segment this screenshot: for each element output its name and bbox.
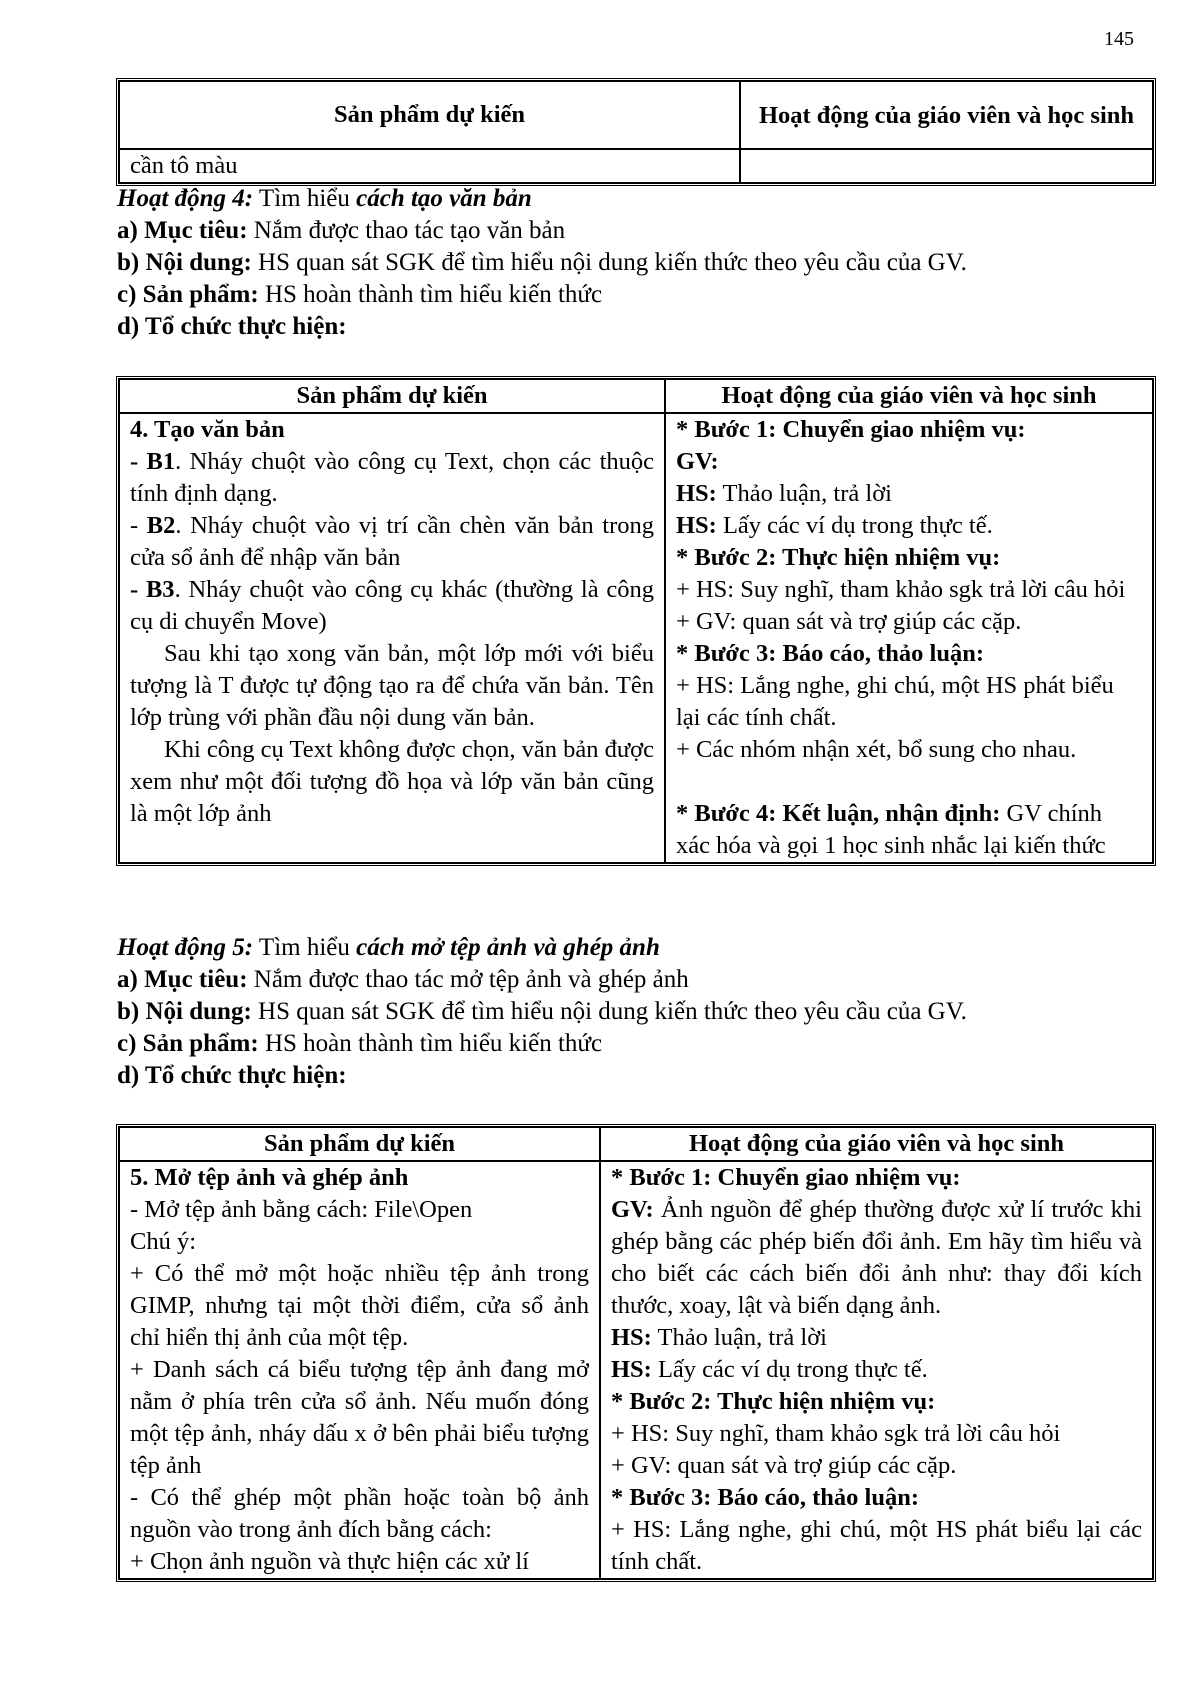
activity5-section	[117, 932, 967, 1092]
activity4-product: c) Sản phẩm: HS hoàn thành tìm hiểu kiến thức	[117, 281, 603, 308]
table2-step2-a: + HS: Suy nghĩ, tham khảo sgk trả lời câu hỏi	[676, 576, 1126, 603]
activity5-organization: d) Tổ chức thực hiện:	[117, 1062, 347, 1089]
activity5-content: b) Nội dung: HS quan sát SGK để tìm hiểu nội dung kiến thức theo yêu cầu của GV.	[117, 998, 967, 1025]
activity4-content: b) Nội dung: HS quan sát SGK để tìm hiểu nội dung kiến thức theo yêu cầu của GV.	[117, 249, 967, 276]
table2-left-b2: - B2. Nháy chuột vào vị trí cần chèn văn bản trong cửa sổ ảnh để nhập văn bản	[130, 512, 654, 571]
table3-step1: * Bước 1: Chuyển giao nhiệm vụ:	[611, 1164, 961, 1191]
table3-step2: * Bước 2: Thực hiện nhiệm vụ:	[611, 1388, 936, 1415]
table2-header-product: Sản phẩm dự kiến	[119, 379, 665, 413]
table3-left-open: - Mở tệp ảnh bằng cách: File\Open	[130, 1196, 473, 1223]
activity4-section	[117, 183, 967, 343]
table3-left-note: Chú ý:	[130, 1228, 197, 1255]
table-activity4	[116, 376, 1156, 866]
table3-header-activity: Hoạt động của giáo viên và học sinh	[600, 1127, 1153, 1161]
table3-step3-a: + HS: Lắng nghe, ghi chú, một HS phát biểu lại các tính chất.	[611, 1516, 1142, 1575]
table1-cell-product: cần tô màu	[119, 149, 740, 183]
table1-cell-activity	[740, 149, 1153, 183]
table2-left-b3: - B3. Nháy chuột vào công cụ khác (thường là công cụ di chuyển Move)	[130, 576, 654, 635]
table2-header-activity: Hoạt động của giáo viên và học sinh	[665, 379, 1153, 413]
table3-left-multi: + Có thể mở một hoặc nhiều tệp ảnh trong GIMP, nhưng tại một thời điểm, cửa sổ ảnh chỉ hiển thị ảnh của một tệp.	[130, 1260, 589, 1351]
table3-step2-b: + GV: quan sát và trợ giúp các cặp.	[611, 1452, 957, 1479]
page-number: 145	[1104, 28, 1134, 50]
activity4-objective: a) Mục tiêu: Nắm được thao tác tạo văn bản	[117, 217, 566, 244]
table3-cell-activity	[600, 1161, 1153, 1579]
table3-gv: GV: Ảnh nguồn để ghép thường được xử lí trước khi ghép bằng các phép biến đổi ảnh. Em hãy tìm hiểu và cho biết các cách biến đổi ảnh như: thay đổi kích thước, xoay, lật và biến dạng ảnh.	[611, 1196, 1142, 1319]
table2-left-b1: - B1. Nháy chuột vào công cụ Text, chọn các thuộc tính định dạng.	[130, 448, 655, 507]
table3-left-title: 5. Mở tệp ảnh và ghép ảnh	[130, 1164, 409, 1191]
table2-left-p2: Khi công cụ Text không được chọn, văn bản được xem như một đối tượng đồ họa và lớp văn bản cũng là một lớp ảnh	[130, 736, 654, 827]
table-activity3-tail	[116, 78, 1156, 186]
table2-hs1: HS: Thảo luận, trả lời	[676, 480, 892, 507]
table2-step2-b: + GV: quan sát và trợ giúp các cặp.	[676, 608, 1022, 635]
table2-gv: GV:	[676, 448, 719, 475]
table2-left-title: 4. Tạo văn bản	[130, 416, 285, 443]
table-activity5	[116, 1124, 1156, 1582]
table2-step2: * Bước 2: Thực hiện nhiệm vụ:	[676, 544, 1001, 571]
table3-hs2: HS: Lấy các ví dụ trong thực tế.	[611, 1356, 928, 1383]
activity5-objective: a) Mục tiêu: Nắm được thao tác mở tệp ảnh và ghép ảnh	[117, 966, 689, 993]
activity4-heading: Hoạt động 4: Tìm hiểu cách tạo văn bản	[117, 185, 532, 212]
table2-cell-product	[119, 413, 665, 863]
activity5-heading: Hoạt động 5: Tìm hiểu cách mở tệp ảnh và ghép ảnh	[117, 934, 660, 961]
table2-step3: * Bước 3: Báo cáo, thảo luận:	[676, 640, 984, 667]
table3-cell-product	[119, 1161, 600, 1579]
table3-step2-a: + HS: Suy nghĩ, tham khảo sgk trả lời câu hỏi	[611, 1420, 1061, 1447]
table3-left-merge: - Có thể ghép một phần hoặc toàn bộ ảnh nguồn vào trong ảnh đích bằng cách:	[130, 1484, 589, 1543]
table2-step3-b: + Các nhóm nhận xét, bổ sung cho nhau.	[676, 736, 1077, 763]
table2-step4: * Bước 4: Kết luận, nhận định: GV chính xác hóa và gọi 1 học sinh nhắc lại kiến thức	[676, 800, 1106, 859]
table3-header-product: Sản phẩm dự kiến	[119, 1127, 600, 1161]
table2-step3-a: + HS: Lắng nghe, ghi chú, một HS phát biểu lại các tính chất.	[676, 672, 1114, 731]
table1-header-product: Sản phẩm dự kiến	[119, 81, 740, 149]
activity5-product: c) Sản phẩm: HS hoàn thành tìm hiểu kiến thức	[117, 1030, 603, 1057]
table2-cell-activity	[665, 413, 1153, 863]
activity4-organization: d) Tổ chức thực hiện:	[117, 313, 347, 340]
table1-header-activity: Hoạt động của giáo viên và học sinh	[740, 81, 1153, 149]
table3-left-list: + Danh sách cá biểu tượng tệp ảnh đang mở nằm ở phía trên cửa sổ ảnh. Nếu muốn đóng một tệp ảnh, nháy dấu x ở bên phải biểu tượng tệp ảnh	[130, 1356, 589, 1479]
table2-hs2: HS: Lấy các ví dụ trong thực tế.	[676, 512, 993, 539]
table2-step1: * Bước 1: Chuyển giao nhiệm vụ:	[676, 416, 1026, 443]
table3-left-source: + Chọn ảnh nguồn và thực hiện các xử lí	[130, 1548, 529, 1575]
table2-left-p1: Sau khi tạo xong văn bản, một lớp mới với biểu tượng là T được tự động tạo ra để chứa văn bản. Tên lớp trùng với phần đầu nội dung văn bản.	[130, 640, 654, 731]
table3-step3: * Bước 3: Báo cáo, thảo luận:	[611, 1484, 919, 1511]
table3-hs1: HS: Thảo luận, trả lời	[611, 1324, 827, 1351]
